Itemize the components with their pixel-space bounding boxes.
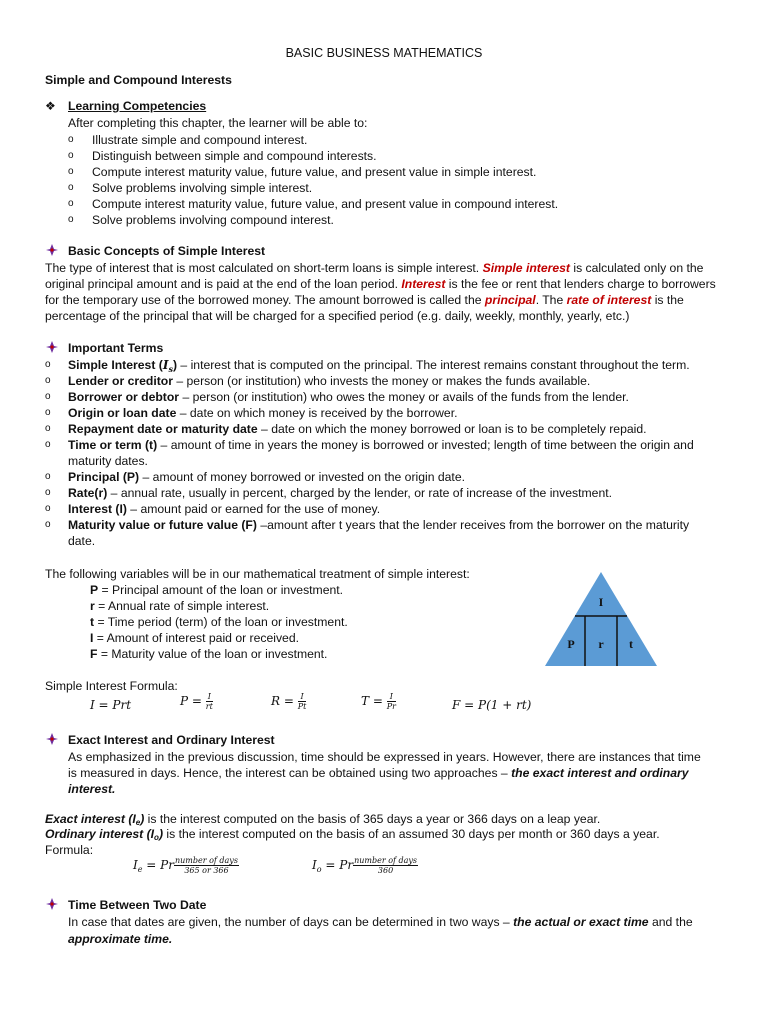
- list-bullet-icon: o: [45, 519, 51, 530]
- ordinary-interest-definition: Ordinary interest (Io) is the interest computed on the basis of an assumed 30 days per month or 360 days a year.: [45, 827, 660, 842]
- list-bullet-icon: o: [45, 487, 51, 498]
- variable-item: [90, 646, 327, 662]
- term-definition: – amount paid or earned for the use of money.: [126, 502, 381, 516]
- formula-interest: I = Prt: [90, 698, 132, 712]
- exact-para-line-1: As emphasized in the previous discussion, time should be expressed in years. However, there are instances that time: [68, 750, 701, 764]
- term-item: [68, 373, 590, 389]
- triangle-label-top: I: [598, 595, 604, 609]
- variable-definition: = Time period (term) of the loan or investment.: [94, 615, 348, 629]
- term-name: Time or term (t): [68, 438, 158, 452]
- important-terms-heading: Important Terms: [68, 341, 164, 355]
- competencies-heading: Learning Competencies: [68, 99, 207, 113]
- triangle-label-left: P: [567, 637, 575, 651]
- pin-bullet-icon: [45, 897, 59, 911]
- list-bullet-icon: o: [45, 423, 51, 434]
- list-bullet-icon: o: [68, 134, 74, 145]
- variable-item: [90, 630, 299, 646]
- interest-triangle-diagram: [543, 570, 659, 668]
- term-definition: – person (or institution) who owes the money or avails of the funds from the lender.: [179, 390, 629, 404]
- basic-line-3: for the temporary use of the borrowed money. The amount borrowed is called the principal. The rate of interest is the: [45, 293, 684, 307]
- term-close: ): [172, 358, 178, 372]
- competency-item: Solve problems involving simple interest.: [92, 181, 313, 195]
- term-name: Repayment date or maturity date: [68, 422, 258, 436]
- term-definition: – amount of money borrowed or invested on the origin date.: [139, 470, 465, 484]
- variable-definition: = Maturity value of the loan or investment.: [97, 647, 328, 661]
- variable-symbol: r: [90, 599, 95, 613]
- time-between-dates-heading: Time Between Two Date: [68, 898, 207, 912]
- variable-symbol: t: [90, 615, 95, 629]
- formula-exact-interest: $I_e = Pr$ $\frac{\text{number of days}}{365 or 366}$: [133, 856, 238, 875]
- variable-definition: = Principal amount of the loan or investment.: [98, 583, 344, 597]
- term-item: [68, 469, 465, 485]
- term-name: Principal (P): [68, 470, 140, 484]
- list-bullet-icon: o: [45, 407, 51, 418]
- variable-item: [90, 614, 348, 630]
- time-para-line-1: In case that dates are given, the number of days can be determined in two ways – the actual or exact time and the: [68, 915, 693, 929]
- list-bullet-icon: o: [68, 150, 74, 161]
- term-item: [68, 405, 457, 421]
- term-name: Interest (I): [68, 502, 127, 516]
- formula-time: T = $\frac{I}{Pr}$: [361, 692, 396, 711]
- basic-line-1: The type of interest that is most calculated on short-term loans is simple interest. Simple interest is calculated only on the: [45, 261, 704, 275]
- term-name: Simple Interest (: [68, 358, 163, 372]
- term-name: Borrower or debtor: [68, 390, 180, 404]
- term-item: [68, 389, 629, 405]
- term-symbol-sub: s: [168, 364, 173, 374]
- pin-bullet-icon: [45, 340, 59, 354]
- triangle-label-mid: r: [598, 637, 604, 651]
- formula-label-2: Formula:: [45, 843, 94, 857]
- pin-bullet-icon: [45, 243, 59, 257]
- variable-definition: = Amount of interest paid or received.: [93, 631, 300, 645]
- list-bullet-icon: o: [45, 439, 51, 450]
- term-definition: – date on which the money borrowed or loan is to be completely repaid.: [257, 422, 647, 436]
- list-bullet-icon: o: [68, 182, 74, 193]
- variable-symbol: F: [90, 647, 98, 661]
- basic-line-4: percentage of the principal that will be charged for a specified period (e.g. daily, weekly, monthly, yearly, etc.): [45, 309, 630, 323]
- term-definition: – interest that is computed on the principal. The interest remains constant throughout the term.: [177, 358, 690, 372]
- list-bullet-icon: o: [45, 375, 51, 386]
- competencies-intro: After completing this chapter, the learner will be able to:: [68, 116, 368, 130]
- term-name: Origin or loan date: [68, 406, 177, 420]
- time-para-line-2: approximate time.: [68, 932, 173, 946]
- term-name: Rate(r): [68, 486, 108, 500]
- competency-item: Solve problems involving compound interest.: [92, 213, 334, 227]
- list-bullet-icon: o: [68, 166, 74, 177]
- basic-line-2: original principal amount and is paid at the end of the loan period. Interest is the fee or rent that lenders charge to borrowers: [45, 277, 716, 291]
- formula-principal: P = $\frac{I}{rt}$: [180, 692, 213, 711]
- list-bullet-icon: o: [45, 471, 51, 482]
- variable-definition: = Annual rate of simple interest.: [94, 599, 270, 613]
- competency-item: Compute interest maturity value, future value, and present value in simple interest.: [92, 165, 537, 179]
- term-item: [68, 517, 689, 533]
- term-definition: – amount of time in years the money is borrowed or invested; length of time between the origin and: [157, 438, 694, 452]
- variables-intro: The following variables will be in our mathematical treatment of simple interest:: [45, 567, 470, 581]
- exact-para-line-3: interest.: [68, 782, 116, 796]
- term-name: Lender or creditor: [68, 374, 173, 388]
- term-name: Maturity value or future value (F): [68, 518, 257, 532]
- variable-item: [90, 598, 269, 614]
- term-definition: –amount after t years that the lender receives from the borrower on the maturity: [256, 518, 690, 532]
- triangle-shape: [545, 572, 657, 666]
- list-bullet-icon: o: [45, 391, 51, 402]
- section-subtitle: Simple and Compound Interests: [45, 73, 232, 87]
- pin-bullet-icon: [45, 732, 59, 746]
- term-continuation: maturity dates.: [68, 454, 148, 468]
- basic-concepts-heading: Basic Concepts of Simple Interest: [68, 244, 266, 258]
- variable-symbol: I: [90, 631, 94, 645]
- exact-interest-definition: Exact interest (Ie) is the interest computed on the basis of 365 days a year or 366 days on a leap year.: [45, 812, 601, 827]
- diamond-bullet-icon: ❖: [45, 99, 56, 113]
- term-symbol: I: [162, 358, 169, 372]
- page-title: BASIC BUSINESS MATHEMATICS: [285, 46, 483, 60]
- term-item: [68, 437, 694, 453]
- list-bullet-icon: o: [45, 503, 51, 514]
- exact-interest-heading: Exact Interest and Ordinary Interest: [68, 733, 275, 747]
- term-definition: – person (or institution) who invests the money or makes the funds available.: [172, 374, 591, 388]
- term-item: [68, 421, 647, 437]
- list-bullet-icon: o: [45, 359, 51, 370]
- list-bullet-icon: o: [68, 198, 74, 209]
- term-item: [68, 501, 380, 517]
- term-definition: – annual rate, usually in percent, charged by the lender, or rate of increase of the investment.: [107, 486, 613, 500]
- competency-item: Compute interest maturity value, future value, and present value in compound interest.: [92, 197, 559, 211]
- formula-ordinary-interest: $I_o = Pr$ $\frac{\text{number of days}}{360}$: [312, 856, 418, 875]
- triangle-label-right: t: [629, 637, 633, 651]
- formula-future-value: F = P(1 + rt): [452, 698, 532, 712]
- competency-item: Distinguish between simple and compound interests.: [92, 149, 377, 163]
- exact-para-line-2: is measured in days. Hence, the interest can be obtained using two approaches – the exact interest and ordinary: [68, 766, 689, 780]
- term-definition: – date on which money is received by the borrower.: [176, 406, 458, 420]
- competency-item: Illustrate simple and compound interest.: [92, 133, 308, 147]
- formula-rate: R = $\frac{I}{Pt}$: [271, 692, 307, 711]
- term-continuation: date.: [68, 534, 96, 548]
- term-item: [68, 485, 612, 501]
- list-bullet-icon: o: [68, 214, 74, 225]
- variable-item: [90, 582, 343, 598]
- formula-label: Simple Interest Formula:: [45, 679, 178, 693]
- variable-symbol: P: [90, 583, 99, 597]
